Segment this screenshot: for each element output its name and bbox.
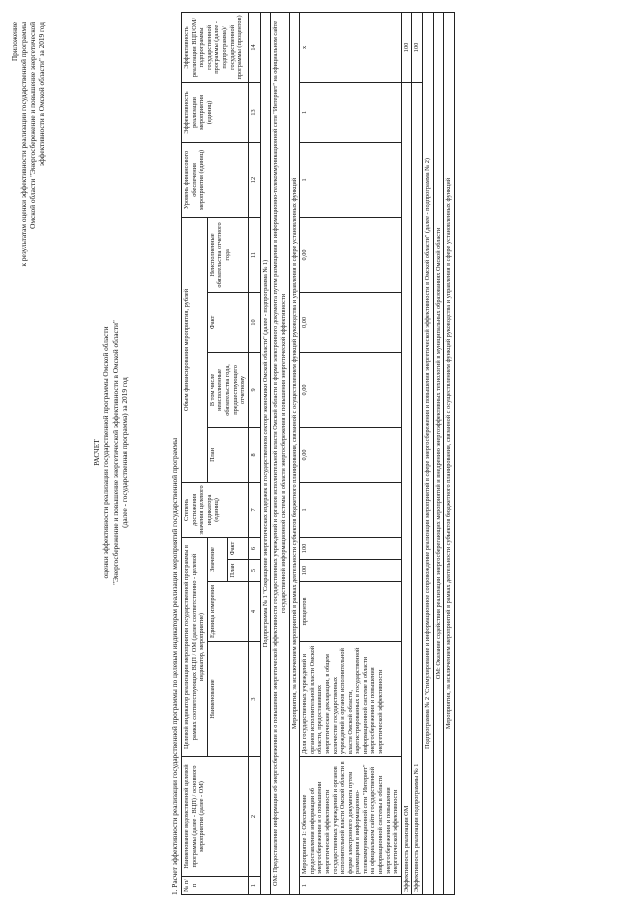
row-eff-program: x: [300, 12, 402, 82]
row-fin-unfulfilled: 0,00: [300, 217, 402, 292]
eff-sub1-label: Эффективность реализации подпрограммы № 1: [412, 82, 423, 894]
col-number: 8: [248, 427, 260, 482]
row-unit: процентов: [300, 582, 402, 642]
title-line: РАСЧЕТ: [92, 439, 101, 466]
om2-title: ОМ: Оказание содействия реализации энергосберегающих мероприятий и внедрению энергоэффективных технологий в муниципальных образованиях Омской области: [433, 12, 444, 894]
om-title: ОМ: Предоставление информации об энергосбережении и о повышении энергетической эффективности государственных учреждений и органов исполнительной власти Омской области в форме электронного документа путем размещения в информационно-телекоммуникационной сети "Интернет" на официальном сайте государственной информационной системы в области энергосбережения и повышения энергетической эффективности: [271, 12, 289, 894]
row-eff-event: 1: [300, 82, 402, 142]
col-number: 11: [248, 217, 260, 292]
measure2-title: Мероприятия, за исключением мероприятий в рамках деятельности субъектов бюджетного планирования, связанной с осуществлением функций руководства и управления в сфере установленных функций: [444, 12, 455, 894]
col-number: 7: [248, 482, 260, 537]
col-number: 9: [248, 352, 260, 427]
table-row: [300, 12, 402, 894]
header-fact: Факт: [228, 537, 248, 559]
subprogram-1-title: Подпрограмма № 1 "Сокращение энергетических издержек в государственном секторе экономики Омской области" (далее - подпрограмма № 1): [260, 12, 271, 894]
header-unit: Единица измерения: [207, 582, 248, 642]
table-row: [401, 12, 412, 894]
appendix-line: Приложение: [10, 22, 19, 62]
header-indicator-group: Целевой индикатор реализации мероприятия государственной программы в рамках соответствующих ВЦП / ОМ (далее соответственно - целевой индикатор, мероприятие): [182, 537, 208, 756]
row-fin-plan: 0,00: [300, 427, 402, 482]
header-value: Значение: [207, 537, 227, 581]
col-number: 10: [248, 292, 260, 352]
header-num: № п/п: [182, 877, 249, 895]
title-line: оценки эффективности реализации государственной программы Омской области: [101, 326, 111, 579]
eff-om-value: 100: [401, 12, 412, 82]
header-eff-program: Эффективность реализации ВЦП/ОМ/ подпрограммы государственной программы (далее - подпрограмма)/ государственной программы (процентов): [182, 12, 249, 82]
section-title: 1. Расчет эффективности реализации государственной программы по целевым индикаторам реализации мероприятий государственной программы: [170, 437, 179, 895]
header-finance-group: Объем финансирования мероприятия, рублей: [182, 217, 208, 482]
row-fin-fact: 0,00: [300, 292, 402, 352]
row-indicator: Доля государственных учреждений и органов исполнительной власти Омской области, предоставивших энергетические декларации, в общем количестве государственных учреждений и органов исполнительной власти Омской области, зарегистрированных в государственной информационной системе в области энергосбережения и повышения энергетической эффективности: [300, 642, 402, 757]
row-fin-incl: 0,00: [300, 352, 402, 427]
col-number: 3: [248, 642, 260, 757]
header-fin-fact: Факт: [207, 292, 248, 352]
document-title: [92, 0, 129, 905]
column-numbers-row: [248, 12, 260, 894]
measure-title: Мероприятия, за исключением мероприятий в рамках деятельности субъектов бюджетного планирования, связанной с осуществлением функций руководства и управления в сфере установленных функций: [289, 12, 300, 894]
appendix-line: к результатам оценки эффективности реализации государственной программы: [19, 22, 28, 267]
header-level: Уровень финансового обеспечения мероприятия (единиц): [182, 142, 249, 217]
row-fact: 100: [300, 537, 402, 559]
header-degree: Степень достижения значения целевого индикатора (единиц): [182, 482, 249, 537]
col-number: 4: [248, 582, 260, 642]
row-num: 1: [300, 877, 402, 895]
appendix-line: Омской области "Энергосбережение и повышение энергетической: [28, 22, 37, 229]
col-number: 14: [248, 12, 260, 82]
subprogram-2-title: Подпрограмма № 2 "Стимулирование и информационное сопровождение реализации мероприятий в сфере энергосбережения и повышения энергетической эффективности в Омской области" (далее - подпрограмма № 2): [423, 12, 434, 894]
col-number: 13: [248, 82, 260, 142]
header-eff-event: Эффективность реализации мероприятия (единиц): [182, 82, 249, 142]
header-name: Наименование ведомственной целевой программы (далее - ВЦП) / основного мероприятия (далее - ОМ): [182, 757, 249, 877]
col-number: 6: [248, 537, 260, 559]
col-number: 12: [248, 142, 260, 217]
eff-om-label: Эффективность реализации ОМ: [401, 82, 412, 894]
appendix-line: эффективности в Омской области" за 2019 год: [37, 22, 46, 167]
row-plan: 100: [300, 560, 402, 582]
col-number: 1: [248, 877, 260, 895]
title-line: "Энергосбережение и повышение энергетической эффективности в Омской области": [110, 320, 120, 585]
col-number: 5: [248, 560, 260, 582]
eff-sub1-value: 100: [412, 12, 423, 82]
header-fin-plan: План: [207, 427, 248, 482]
header-fin-incl: В том числе неисполненные обязательства года, предшествующего отчетному: [207, 352, 248, 427]
title-line: (далее - государственная программа) за 2019 год: [119, 377, 129, 528]
row-name: Мероприятие 1: Обеспечение предоставления информации об энергосбережении и о повышении энергетической эффективности государственных учреждений и органов исполнительной власти Омской области в форме электронного документа путем размещения в информационно-телекоммуникационной сети "Интернет" на официальном сайте государственной информационной системы в области энергосбережения и повышения энергетической эффективности: [300, 757, 402, 877]
table-row: [412, 12, 423, 894]
header-ind-name: Наименование: [207, 642, 248, 757]
row-degree: 1: [300, 482, 402, 537]
col-number: 2: [248, 757, 260, 877]
row-level: 1: [300, 142, 402, 217]
header-fin-unfulfilled: Неисполненные обязательства отчетного года: [207, 217, 248, 292]
header-plan: План: [228, 560, 248, 582]
appendix-note: [10, 22, 46, 352]
evaluation-table: [181, 12, 455, 895]
